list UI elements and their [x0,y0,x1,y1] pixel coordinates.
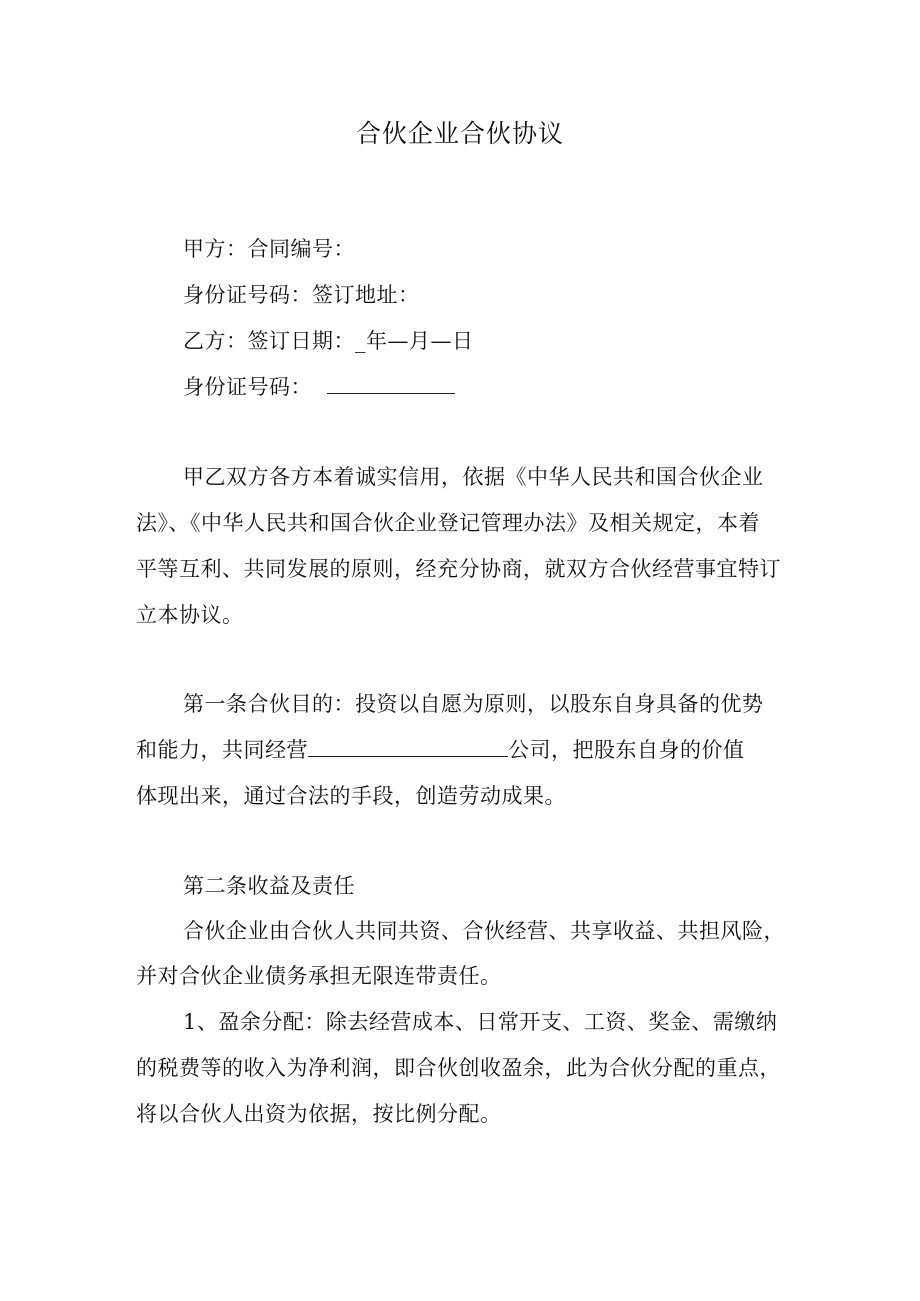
article2-heading: 第二条收益及责任 [183,874,355,898]
article1-line-2-suffix: 公司，把股东自身的价值 [508,738,745,762]
preamble-line-2: 法》、《中华人民共和国合伙企业登记管理办法》及相关规定，本着 [136,511,760,535]
id-number-signing-address-line: 身份证号码：签订地址： [183,283,420,307]
id-number-blank [327,375,455,394]
article2-para2-line-2: 的税费等的收入为净利润，即合伙创收盈余，此为合伙分配的重点， [136,1056,781,1080]
company-name-blank [308,738,508,757]
article1-line-2 [136,734,745,764]
preamble-line-4: 立本协议。 [136,603,244,627]
article1-line-3: 体现出来，通过合法的手段，创造劳动成果。 [136,784,566,808]
preamble-line-1: 甲乙双方各方本着诚实信用，依据《中华人民共和国合伙企业 [183,465,764,489]
article1-line-1: 第一条合伙目的：投资以自愿为原则，以股东自身具备的优势 [183,692,764,716]
id-number-label: 身份证号码： [183,375,312,399]
article2-para2-line-1: 1、盈余分配：除去经营成本、日常开支、工资、奖金、需缴纳 [183,1010,778,1034]
id-number-line [183,371,455,401]
party-b-signing-date-line: 乙方：签订日期：_年—月—日 [183,329,474,353]
party-a-contract-no-line: 甲方：合同编号： [183,237,355,261]
article2-para1-line-2: 并对合伙企业债务承担无限连带责任。 [136,964,502,988]
article2-para1-line-1: 合伙企业由合伙人共同共资、合伙经营、共享收益、共担风险， [183,919,785,943]
preamble-line-3: 平等互利、共同发展的原则，经充分协商，就双方合伙经营事宜特订 [136,557,781,581]
document-title: 合伙企业合伙协议 [355,119,564,148]
article2-para2-line-3: 将以合伙人出资为依据，按比例分配。 [136,1102,502,1126]
article1-line-2-prefix: 和能力，共同经营 [136,738,308,762]
